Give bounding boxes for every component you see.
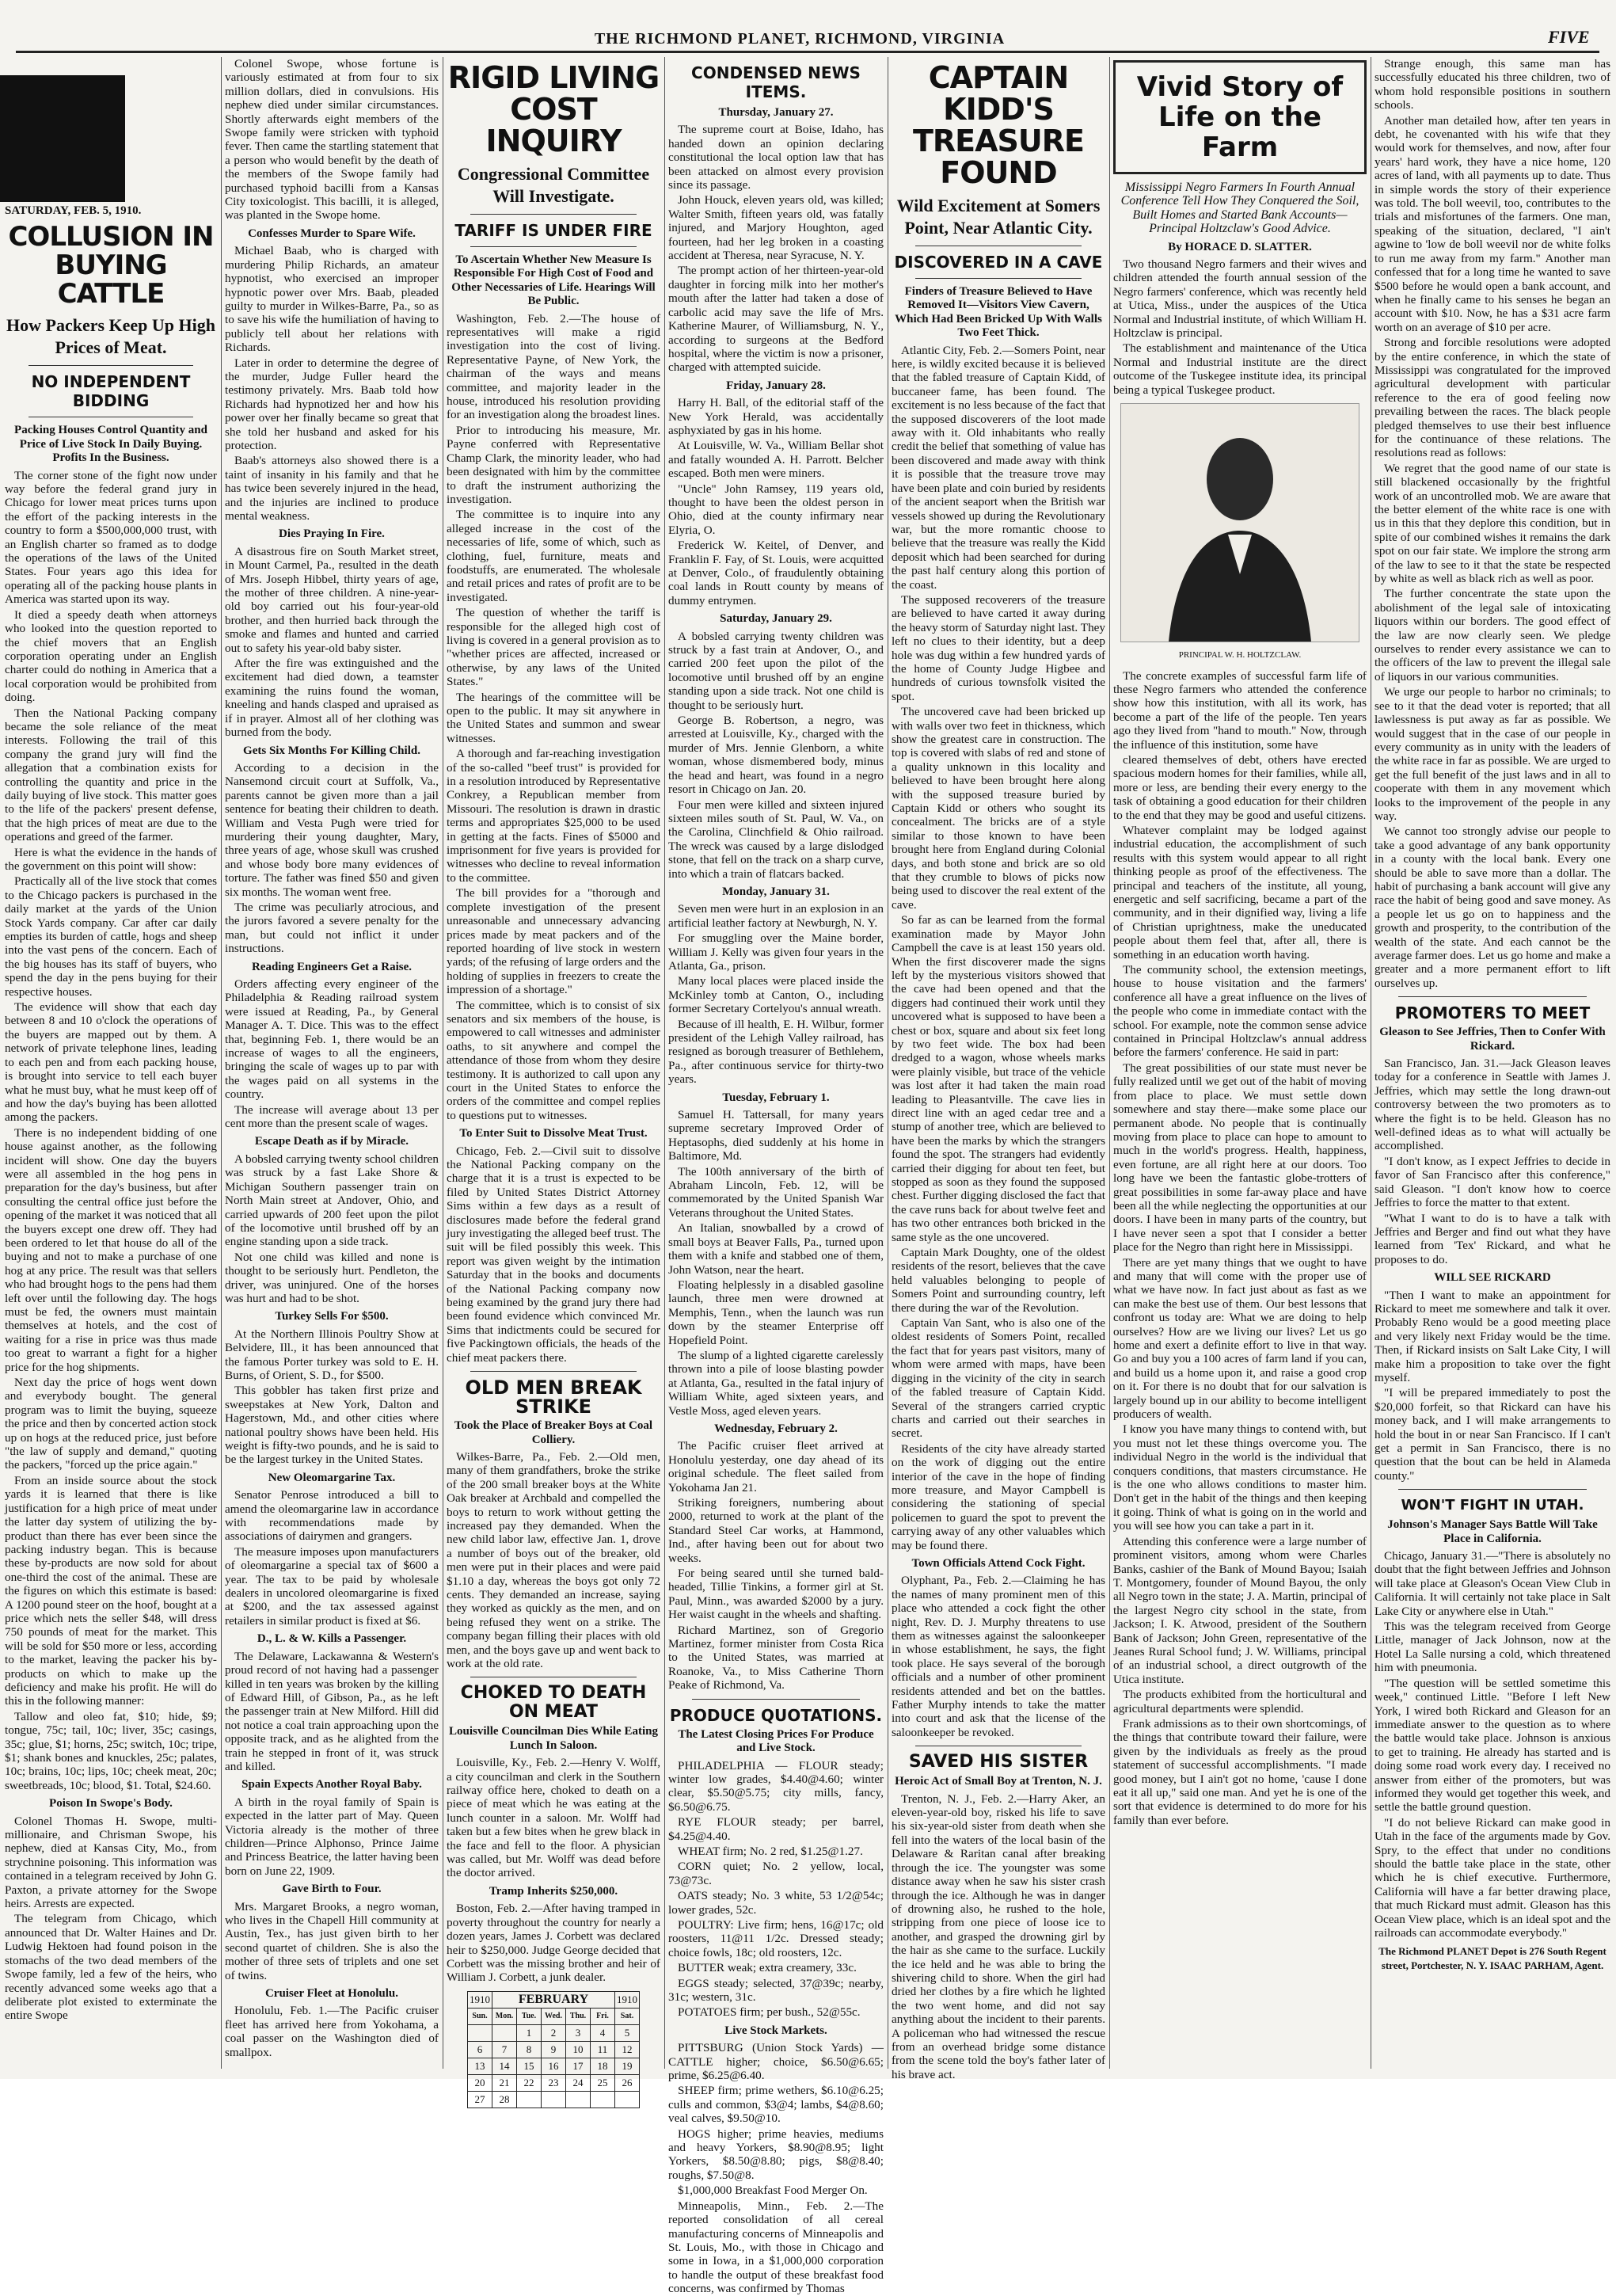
paragraph: Colonel Swope, whose fortune is variously estimated at from four to six million dollars, died in convulsions. His nephew died under similar circumstances. Shortly afterwards eight members of the Swope family were stricken with typhoid fever. Then came the startling statement that a person who would benefit by the death of the members of the Swope family had purchased typhoid bacilli from a Kansas City toxicologist. This bacilli, it is alleged, was planted in the Swope home. [225,57,439,223]
paragraph: Olyphant, Pa., Feb. 2.—Claiming he has the names of many prominent men of this place who attended a cock fight the other night, Rev. D. J. Murphy threatens to use them as witnesses against the saloonkeeper in whose establishment, he says, the fight took place. He says several of the borough officials and a number of other prominent residents attended and bet on the battles. Father Murphy intends to take the matter into court and ask that the license of the saloonkeeper be revoked. [892,1574,1105,1739]
story-vivid-part2 [1113,669,1367,1828]
story-oleo [225,1488,439,1628]
column-3 [447,57,660,2106]
story-tramp [447,1902,660,1984]
column-4 [668,57,884,2296]
subhead-cock-fight: Town Officials Attend Cock Fight. [911,1556,1086,1570]
paragraph: Samuel H. Tattersall, for many years supreme secretary Improved Order of Heptasophs, died suddenly at his home in Baltimore, Md. [668,1108,884,1163]
paragraph: The telegram from Chicago, which announced that Dr. Walter Haines and Dr. Ludwig Hektoen had found poison in the stomachs of the two dead members of the Swope family, led a few of the heirs, who recently advanced some weeks ago that a deliberate plot existed to exterminate the entire Swope [5,1912,217,2023]
paragraph: The 100th anniversary of the birth of Abraham Lincoln, Feb. 12, will be commemorated by the United Spanish War Veterans throughout the United States. [668,1164,884,1220]
calendar-weekdays [468,2008,640,2024]
calendar-day: 15 [517,2058,542,2074]
dateline-feb2: Wednesday, February 2. [714,1422,838,1435]
items-jan28 [668,396,884,607]
paragraph: "What I want to do is to have a talk with Jeffries and Berger and find out what they have learned from 'Tex' Rickard, and what he proposes to do. [1375,1211,1610,1266]
column-1 [5,57,217,2069]
paragraph: A thorough and far-reaching investigation of the so-called "beef trust" is provided for in a resolution introduced by Representative Conkrey, a Republican member from Missouri. The resolution is drawn in drastic terms and appropriates $25,000 to be used in getting at the facts. Fines of $5000 and imprisonment for five years is provided for witnesses who decline to reveal information to the committee. [447,747,660,885]
paragraph: Not one child was killed and none is thought to be seriously hurt. Pendleton, the driver, was uninjured. One of the horses was hurt and had to be shot. [225,1250,439,1305]
paragraph: BUTTER weak; extra creamery, 33c. [678,1961,857,1975]
paragraph: The committee is to inquire into any alleged increase in the cost of the necessaries of life, some of which, such as clothing, fuel, furniture, meats and foodstuffs, are enumerated. The wholesale and retail prices and rates of profit are to be investigated. [447,508,660,604]
calendar-weekday: Fri. [591,2008,615,2024]
column-5 [892,57,1105,2081]
deck-produce: The Latest Closing Prices For Produce and Live Stock. [678,1727,874,1755]
paragraph: There are yet many things that we ought to have and many that will come with the proper use of what we have now. In fact just about as fast as we can make the best use of them. Our best lessons that confront us today are: What we are doing to help ourselves? How are we living our lives? Let us go home and exert a definite effort to live in that way. Go and buy you a 100 acres of farm land if you can, and build us a home upon it, and raise a good crop on it. For there is no doubt that for our salvation is largely bound up in our ability to become intelligent producers of wealth. [1113,1255,1367,1422]
paragraph: The crime was peculiarly atrocious, and the jurors favored a severe penalty for the man, but could not inflict it under instructions. [225,900,439,956]
calendar-weekday: Tue. [517,2008,542,2024]
deck-packers: How Packers Keep Up High Prices of Meat. [6,315,215,358]
paragraph: Michael Baab, who is charged with murdering Philip Richards, an amateur hypnotist, who exercised an improper hypnotic power over Mrs. Baab, pleaded guilty to murder in Wilkes-Barre, Pa., so as to save his wife the humiliation of having to publicly tell about her relations with Richards. [225,244,439,355]
deck-johnson: Johnson's Manager Says Battle Will Take Place in California. [1387,1518,1598,1545]
calendar-day: 6 [468,2041,492,2058]
issue-date: SATURDAY, FEB. 5, 1910. [5,204,142,217]
column-2 [225,57,439,2069]
paragraph: Because of ill health, E. H. Wilbur, former president of the Lehigh Valley railroad, has resigned as borough treasurer of Bethlehem, Pa., after continuous service for thirty-two years. [668,1017,884,1087]
paragraph: We regret that the good name of our state is still blackened occasionally by the frightful work of an uncontrolled mob. We are aware that the better element of the white race is one with us in this that they deplore this condition, but in spite of our combined wishes it remains the dark spot on our fair state. We implore the strong arm of the law to see to it that the state be respected by white as well as black rich as well as poor. [1375,461,1610,586]
calendar-day: 27 [468,2091,492,2108]
subhead-reading: Reading Engineers Get a Raise. [251,960,413,973]
paragraph: $1,000,000 Breakfast Food Merger On. [678,2184,868,2198]
paragraph: There is no independent bidding of one house against another, as the following incident will show. One day the buyers were all assembled in the hog pens in preparation for the day's business, but after consulting the central office just before the opening of the market it was noticed that all the buyers except one drew off. They had been ordered to let that house do all of the buying and not to make a purchase of one hog at any price. The result was that sellers who had brought hogs to the pens had them left over until the following day. The hogs must be fed, the owners must maintain themselves at hotels, and the cost of waiting for a rise in price was thus made too great to warrant a fight for a higher price for the hog shipments. [5,1125,217,1374]
story-rigid [447,312,660,1123]
paragraph: The supposed recoverers of the treasure are believed to have carted it away during the heavy storm of Saturday night last. They left no clues to their identity, but a deep hole was dug within a few hundred yards of the home of County Judge Higbee and hundreds of curious townsfolk visited the spot. [892,592,1105,703]
produce-quotes [668,1759,884,2020]
subhead-tramp: Tramp Inherits $250,000. [489,1884,618,1898]
dateline-feb1: Tuesday, February 1. [722,1091,830,1104]
calendar-month: FEBRUARY [492,1991,615,2008]
calendar-day [615,2091,640,2108]
dateline-jan29: Saturday, January 29. [720,612,832,626]
items-feb2 [668,1439,884,1692]
paragraph: PITTSBURG (Union Stock Yards) — CATTLE higher; choice, $6.50@6.65; prime, $6.25@6.40. [668,2041,884,2083]
paragraph: Washington, Feb. 2.—The house of representatives will make a rigid investigation into the cost of living. Representative Payne, of New York, the chairman of the ways and means committee, and majority leader in the house, introduced his resolution providing for an investigation along the broadest lines. [447,311,660,422]
paragraph: According to a decision in the Nansemond circuit court at Suffolk, Va., parents cannot be given more than a jail sentence for beating their children to death. William and Vesta Pugh were tried for murdering their young daughter, Mary, three years of age, whose skull was crushed and whose body bore many evidences of torture. The father was fined $50 and given six months. The woman went free. [225,760,439,899]
paragraph: This was the telegram received from George Little, manager of Jack Johnson, now at the Hotel La Salle nursing a cold, which threatened him with pneumonia. [1375,1620,1610,1675]
headline-rigid: RIGID LIVING COST INQUIRY [447,60,660,158]
story-turkey [225,1327,439,1467]
calendar-weekday: Thu. [566,2008,591,2024]
paragraph: The further concentrate the state upon the abolishment of the legal sale of intoxicating liquors within our borders. The good effect of the law are now clearly seen. We pledge ourselves to render every assistance we can to the officers of the law to prevent the illegal sale of liquors in our various communities. [1375,587,1610,683]
dateline-jan27: Thursday, January 27. [718,106,834,119]
headline-box [1113,60,1367,174]
paragraph: The supreme court at Boise, Idaho, has handed down an opinion declaring constitutional the local option law that has been attacked on almost every provision since its passage. [668,123,884,192]
paragraph: An Italian, snowballed by a crowd of small boys at Beaver Falls, Pa., turned upon them with a knife and stabbed one of them, John Watson, near the heart. [668,1221,884,1277]
paragraph: The slump of a lighted cigarette carelessly thrown into a pile of loose blasting powder at Atlanta, Ga., resulted in the fatal injury of William White, aged sixteen years, and Vestle Moss, aged eleven years. [668,1348,884,1418]
deck-no-bidding: NO INDEPENDENT BIDDING [31,372,191,411]
paragraph: At the Northern Illinois Poultry Show at Belvidere, Ill., it has been announced that the famous Porter turkey was sold to E. H. Burns, of Orient, S. D., for $500. [225,1327,439,1382]
calendar-weekday: Sun. [468,2008,492,2024]
paragraph: For smuggling over the Maine border, William J. Kelly was given four years in the Atlanta, Ga., prison. [668,931,884,973]
paragraph: Floating helplessly in a disabled gasoline launch, three men were drowned at Memphis, Tenn., when the launch was run down by the steamer Enterprise off Hopefield Point. [668,1277,884,1347]
paragraph: The prompt action of her thirteen-year-old daughter in forcing milk into her mother's mouth after the latter had taken a dose of carbolic acid may save the life of Mrs. Katherine Maurer, of Williamsburg, N. Y., according to surgeons at the Bedford hospital, where the victim is now a prisoner, charged with attempted suicide. [668,264,884,375]
paragraph: "I don't know, as I expect Jeffries to decide in favor of San Francisco after this conference," said Gleason. "I don't know how to coerce Jeffries to force the matter to that extent. [1375,1154,1610,1210]
deck-louisville: Louisville Councilman Dies While Eating Lunch In Saloon. [449,1725,658,1752]
calendar-day: 5 [615,2024,640,2041]
paragraph: Next day the price of hogs went down and everybody bought. The general program was to limit the buying, squeeze the price and then by concerted action stock up on hogs at the reduced price, just before "the law of supply and demand," quoting the packers, "forced up the price again." [5,1376,217,1472]
paragraph: Then the National Packing company became the sole reliance of the meat interests. Following the trail of this company the grand jury will find the allegation that a combination exists for controlling the quantity and price in the daily buying of live stock. This matter goes to the life of the packers' present defense, that the high prices of meat are due to the operations and greed of the farmer. [5,706,217,844]
paragraph: POTATOES firm; per bush., 52@55c. [678,2005,861,2020]
paragraph: The concrete examples of successful farm life of these Negro farmers who attended the conference show how this institution, with all its work, has become a part of the life of the people. Ten years ago they lived from "hand to mouth." Now, through the influence of this institution, some have [1113,668,1367,752]
calendar-day [591,2091,615,2108]
calendar-day: 12 [615,2041,640,2058]
headline-utah: WON'T FIGHT IN UTAH. [1401,1497,1584,1514]
subhead-confesses: Confesses Murder to Spare Wife. [248,227,416,240]
paragraph: The hearings of the committee will be open to the public. It may sit anywhere in the United States and summon and swear witnesses. [447,690,660,745]
calendar-day: 2 [542,2024,566,2041]
items-jan27 [668,123,884,374]
story-spain [225,1795,439,1878]
paragraph: The Pacific cruiser fleet arrived at Honolulu yesterday, one day ahead of its original schedule. The fleet sailed from Yokohama Jan 21. [668,1439,884,1494]
calendar-day: 7 [492,2041,517,2058]
paragraph: Baab's attorneys also showed there is a taint of insanity in his family and that he has twice been severely injured in the head, and the injuries are inclined to produce mental weakness. [225,454,439,523]
calendar-day: 20 [468,2074,492,2091]
paragraph: Senator Penrose introduced a bill to amend the oleomargarine law in accordance with recommendations made by associations of dairymen and grangers. [225,1488,439,1544]
subhead-four: Gave Birth to Four. [282,1883,382,1896]
deck-finders: Finders of Treasure Believed to Have Removed It—Visitors View Cavern, Which Had Been Bricked Up With Walls Two Feet Thick. [895,285,1102,340]
headline-old-men: OLD MEN BREAK STRIKE [465,1376,642,1418]
paragraph: From an inside source about the stock yards it is learned that there is like justification for a high price of meat under the latter day system of utilizing the by-product than there has ever been since the packing industry began. This is because these by-products are now sold for about one-third the cost of the animal. These are the figures on which this estimate is based: A 1200 pound steer on the hoof, bought at a price which nets the seller $48, will dress 750 pounds of meat for the market. This will be sold for $50 more or less, according to the market, leaving the packer his by-products on which to make up the deficiency and make his profit. He will do this in the following manner: [5,1473,217,1708]
paragraph: I know you have many things to contend with, but you must not let these things overcome you. The individual Negro in the world is the individual that conquers conditions, that masters circumstance. He is the one who allows conditions to master him. Don't get in the habit of the things and then keeping it going. Think of what is going on in the world and you will see how you can take a part in it. [1113,1422,1367,1533]
calendar-day: 26 [615,2074,640,2091]
paragraph: cleared themselves of debt, others have erected spacious modern homes for their families, while all, more or less, are bending their every energy to the task of obtaining a good education for their children to the end that they may be good and useful citizens. [1113,752,1367,822]
paragraph: A birth in the royal family of Spain is expected in the latter part of May. Queen Victoria already is the mother of three children—Prince Alphonso, Prince Jaime and Princess Beatrice, the latter having been born on June 22, 1909. [225,1795,439,1878]
headline-choked: CHOKED TO DEATH ON MEAT [460,1683,647,1723]
paragraph: RYE FLOUR steady; per barrel, $4.25@4.40. [668,1815,884,1843]
paragraph: PHILADELPHIA — FLOUR steady; winter low grades, $4.40@4.60; winter clear, $5.50@5.75; city mills, fancy, $6.50@6.75. [668,1758,884,1814]
paragraph: The bill provides for a "thorough and complete investigation of the present unreasonable and unnecessary advancing prices made by meat packers and of the reported hoarding of live stock in western yards; of the refusing of large orders and the holding of supplies in freezers to create the impression of a shortage." [447,886,660,997]
paragraph: WHEAT firm; No. 2 red, $1.25@1.27. [678,1844,863,1858]
paragraph: It died a speedy death when attorneys who looked into the question reported to the chief movers that an English corporation operating under an English charter could do nothing in America that a local corporation would be prohibited from doing. [5,607,217,705]
calendar-day: 18 [591,2058,615,2074]
paragraph: Frederick W. Keitel, of Denver, and Franklin F. Fay, of St. Louis, were acquitted at Denver, Colo., of fraudulently obtaining coal lands in Routt county by means of dummy entrymen. [668,539,884,607]
deck-packing-houses: Packing Houses Control Quantity and Price of Live Stock In Daily Buying. Profits In the Business. [14,424,207,465]
paragraph: "I will be prepared immediately to post the $20,000 forfeit, so that Rickard can have his money back, and I will make arrangements to hold the bout in or near San Francisco. If I can't get a permit in San Francisco, there is no question that the bout can be held in Alameda county." [1375,1386,1610,1483]
paragraph: Prior to introducing his measure, Mr. Payne conferred with Representative Champ Clark, the minority leader, who had been designated with him by the committee to draft the instrument authorizing the investigation. [447,423,660,506]
paragraph: Tallow and oleo fat, $10; hide, $9; tongue, 75c; tail, 10c; liver, 35c; casings, 35c; glue, $1; horns, 25c; switch, 10c; tripe, $1; shank bones and knuckles, 25c; palates, 10c; brains, 10c; lips, 10c; cheek meat, 20c; sweetbreads, 10c; blood, $1. Total, $24.60. [5,1709,217,1792]
paragraph: We urge our people to harbor no criminals; to see to it that the dead voter is reported; that all lawlessness is put away as far as possible. We would suggest that in the case of our people in every community as in unity with the leaders of the white race in far as possible. We are urged to get the full benefit of the just laws and in all to cooperate with them in any movement which looks to the improvement of the people in any way. [1375,685,1610,823]
blackened-corner [0,75,125,202]
items-jan31 [668,902,884,1086]
paragraph: George B. Robertson, a negro, was arrested at Louisville, Ky., charged with the murder of Mrs. Jennie Glenborn, a white woman, whose dismembered body, minus the head and heart, was found in a negro resort in Chicago on Jan. 20. [668,714,884,797]
masthead-rule [16,51,1599,53]
paragraph: Minneapolis, Minn., Feb. 2.—The reported consolidation of all cereal manufacturing concerns of Minneapolis and St. Louis, Mo., with those in Chicago and some in Iowa, in a $1,000,000 corporation to handle the output of these breakfast food concerns, was confirmed by Thomas [668,2199,884,2296]
dateline-jan31: Monday, January 31. [722,885,830,898]
story-six-months [225,761,439,956]
deck-trenton: Heroic Act of Small Boy at Trenton, N. J. [895,1775,1102,1788]
calendar-day: 8 [517,2041,542,2058]
calendar-day: 21 [492,2074,517,2091]
masthead: THE RICHMOND PLANET, RICHMOND, VIRGINIA [594,30,1006,48]
paragraph: Richard Martinez, son of Gregorio Martinez, former minister from Costa Rica to the United States, was married at Roanoke, Va., to Miss Catherine Thorn Peake of Richmond, Va. [668,1623,884,1692]
subhead-rickard: WILL SEE RICKARD [1434,1271,1551,1285]
depot-notice: The Richmond PLANET Depot is 276 South Regent street, Portchester, N. Y. ISAAC PARHAM, Agent. [1378,1945,1606,1971]
paragraph: A bobsled carrying twenty school children was struck by a fast Lake Shore & Michigan Southern passenger train on North Main street at Andover, Ohio, and carried upwards of 200 feet upon the pilot of the locomotive until brushed off by an engine standing upon a side track. [225,1152,439,1249]
calendar-day: 19 [615,2058,640,2074]
calendar-week [468,2074,640,2091]
calendar-day: 24 [566,2074,591,2091]
calendar-week [468,2041,640,2058]
story-choked [447,1756,660,1880]
paragraph: Louisville, Ky., Feb. 2.—Henry V. Wolff, a city councilman and clerk in the Southern railway office here, choked to death on a piece of meat which he was eating at the lunch counter in a saloon. Mr. Wolff had taken but a few bites when he grew black in the face and fell to the floor. A physician was called, but Mr. Wolff was dead before the doctor arrived. [447,1756,660,1880]
story-reading [225,977,439,1130]
paragraph: The committee, which is to consist of six senators and six members of the house, is empowered to call witnesses and administer oaths, to sit anywhere and compel the attendance of those from whom they desire testimony. It is authorized to call upon any court in the United States to enforce the orders of the committee and compel replies to questions put to witnesses. [447,998,660,1122]
paragraph: POULTRY: Live firm; hens, 16@17c; old roosters, 11@11 1/2c. Dressed steady; choice fowls, 18c; old roosters, 12c. [668,1917,884,1959]
paragraph: EGGS steady; selected, 37@39c; nearby, 31c; western, 31c. [668,1976,884,2004]
subhead-cruiser: Cruiser Fleet at Honolulu. [264,1987,399,2001]
story-breakfast-food [668,2184,884,2295]
calendar-day: 9 [542,2041,566,2058]
story-dies-praying [225,545,439,740]
headline-vivid-story: Vivid Story of Life on the Farm [1136,71,1344,163]
paragraph: The increase will average about 13 per cent more than the present scale of wages. [225,1102,439,1131]
calendar-day: 17 [566,2058,591,2074]
subhead-livestock: Live Stock Markets. [724,2024,827,2037]
subhead-escape: Escape Death as if by Miracle. [254,1135,409,1148]
story-collusion [5,469,217,1793]
paragraph: Practically all of the live stock that comes to the Chicago packers is purchased in the daily market at the yards of the Union Stock Yards company. Car after car daily empties its burden of cattle, hogs and sheep into the vast pens of the concern. Each of the big houses has its staff of buyers, who spend the day in the pens buying for their respective houses. [5,874,217,999]
paragraph: A bobsled carrying twenty children was struck by a fast train at Andover, O., and carried 200 feet upon the pilot of the locomotive until brushed off by an engine standing upon a side track. Not one child is thought to be seriously hurt. [668,629,884,712]
story-cruiser [225,2004,439,2059]
paragraph: "I do not believe Rickard can make good in Utah in the face of the arguments made by Gov. Spry, to the effect that under no conditions should the battle take place in the state, other which he is chief executive. Furthermore, California will have a far better drawing place, that much Rickard must admit. Gleason has this Ocean View place, which is an ideal spot and the railroads can accommodate everybody." [1375,1815,1610,1940]
calendar-week [468,2091,640,2108]
paragraph: For being seared until she turned bald-headed, Tillie Tinkins, a former girl at St. Paul, Minn., was awarded $2000 by a jury. Her waist caught in the wheels and shafting. [668,1567,884,1622]
subhead-dies-praying: Dies Praying In Fire. [279,527,385,541]
calendar-day: 23 [542,2074,566,2091]
column-7 [1375,57,1610,2069]
paragraph: Boston, Feb. 2.—After having tramped in poverty throughout the country for nearly a dozen years, James J. Corbett was declared heir to $250,000. Judge George decided that Corbett was the missing brother and heir of William J. Corbett, a junk dealer. [447,1902,660,1985]
paragraph: "Uncle" John Ramsey, 119 years old, thought to have been the oldest person in Ohio, died at the county infirmary near Elyria, O. [668,482,884,537]
paragraph: OATS steady; No. 3 white, 53 1/2@54c; lower grades, 52c. [668,1889,884,1917]
calendar-day: 13 [468,2058,492,2074]
paragraph: Striking foreigners, numbering about 2000, returned to work at the plant of the Standard Steel Car works, at Hammond, Ind., after having been out for about two weeks. [668,1496,884,1565]
items-jan29 [668,630,884,881]
paragraph: The evidence will show that each day between 8 and 10 o'clock the operations of the buyers are mapped out by them. A network of private telephone lines, leading to each pen and from each packing house, is brought into service to tell each buyer what he must buy, what he must keep off of and how the day's buying has been allotted among the packers. [5,1000,217,1125]
deck-committee: Congressional Committee Will Investigate. [457,164,650,206]
paragraph: The community school, the extension meetings, house to house visitation and the farmers' conference all have a great influence on the lives of the people who come in immediate contact with the school. For example, note the common sense advice contained in Principal Holtzclaw's annual address before the farmers' conference. He said in part: [1113,963,1367,1060]
livestock-quotes [668,2041,884,2182]
paragraph: Whatever complaint may be lodged against industrial education, the accomplishment of such results with this system would appear to all right thinking people as proof of the effectiveness. The principal and teachers of the institute, all young, energetic and self sacrificing, became a part of the community, and in their dignified way, living a life of Christian uprightness, make the uneducated people about them feel that, after all, there is something in an education worth having. [1113,823,1367,961]
portrait-holtzclaw [1120,403,1359,642]
paragraph: Colonel Thomas H. Swope, multi-millionaire, and Chrisman Swope, his nephew, died at Kansas City, Mo., from strychnine poisoning. This information was contained in a telegram received by John G. Paxton, a private attorney for the Swope heirs. Arrests are expected. [5,1814,217,1911]
paragraph: So far as can be learned from the formal examination made by Mayor John Campbell the cave is at least 150 years old. When the first discoverer made the signs left by the mysterious visitors showed that the cave had been opened and that the diggers had continued their work until they uncovered what is supposed to have been a chest or box, square and about six feet long by two feet wide. The box had been dredged to a wagon, whose wheels marks were plainly visible, but trace of the vehicle was lost after it had taken the main road leading to Pleasantville. The cave lies in direct line with an aged cedar tree and a stump of another tree, which are believed to have been the marks by which the strangers found the spot. The strangers had evidently carried their digging for about ten feet, but stopped as soon as they found the supposed chest. Further digging disclosed the fact that the cave runs back for about twelve feet and has two other entrances both bricked in the same style as the one uncovered. [892,913,1105,1244]
calendar-day: 22 [517,2074,542,2091]
paragraph: We cannot too strongly advise our people to take a good advantage of any bank opportunity in a county with the local bank. Every one should be able to save more than a dollar. The habit of purchasing a bank account will give any race the habit of being good and save money. As a people let us go on to happiness and the growth and prosperity, to the contribution of the wealth of the state. And each cannot be the average farmer does. Let us go home and make a greater and a more permanent effort to lift ourselves up. [1375,824,1610,990]
calendar-weekday: Sat. [615,2008,640,2024]
paragraph: The uncovered cave had been bricked up with walls over two feet in thickness, which show the greatest care in construction. The top is covered with slabs of red and stone of a quality unknown in this locality and believed to have been brought here along with the supposed treasure buried by Captain Kidd or others who sought its concealment. The bricks are of a style similar to those known to have been brought here from England during Colonial days, and both stone and brick are so old that they crumble to blows of picks now being used to discover the real extent of the cave. [892,705,1105,912]
story-meat-trust [447,1144,660,1365]
portrait-caption: PRINCIPAL W. H. HOLTZCLAW. [1178,650,1302,661]
paragraph: Four men were killed and sixteen injured sixteen miles south of St. Paul, W. Va., on the Carolina, Clinchfield & Ohio railroad. The wreck was caused by a large dislodged stone, that fell on the track on a sharp curve, into which a train of flatcars backed. [668,798,884,881]
headline-captain-kidd: CAPTAIN KIDD'S TREASURE FOUND [913,60,1084,190]
paragraph: HOGS higher; prime heavies, mediums and heavy Yorkers, $8.90@8.95; light Yorkers, $8.50@8.80; pigs, $8@8.40; roughs, $7.50@8. [668,2127,884,2182]
story-rickard [1375,1289,1610,1483]
headline-promoters: PROMOTERS TO MEET [1394,1003,1591,1023]
calendar-day [542,2091,566,2108]
paragraph: At Louisville, W. Va., William Bellar shot and fatally wounded A. H. Parrott. Belcher escaped. Both men were miners. [668,439,884,481]
dateline-jan28: Friday, January 28. [726,379,826,392]
paragraph: Mrs. Margaret Brooks, a negro woman, who lives in the Chapell Hill community at Austin, Tex., has just given birth to her second quartet of children. She is also the mother of three sets of triplets and one set of twins. [225,1899,439,1982]
story-vivid-cont [1375,57,1610,990]
subhead-dlw: D., L. & W. Kills a Passenger. [257,1632,407,1646]
calendar-day [468,2024,492,2041]
paragraph: Harry H. Ball, of the editorial staff of the New York Herald, was accidentally asphyxiated by gas in his home. [668,396,884,437]
paragraph: Here is what the evidence in the hands of the government on this point will show: [5,845,217,873]
calendar-weeks [468,2024,640,2108]
calendar-day: 1 [517,2024,542,2041]
items-feb1 [668,1108,884,1418]
paragraph: Two thousand Negro farmers and their wives and children attended the fourth annual session of the Negro farmers' conference, which was recently held at Utica, Miss., under the auspices of the Utica Normal and Industrial institute, of which William H. Holtzclaw is principal. [1113,257,1367,341]
deck-cave: DISCOVERED IN A CAVE [894,253,1103,272]
paragraph: The corner stone of the fight now under way before the federal grand jury in Chicago for lower meat prices turns upon the effort of the packing interests in the country to form a $500,000,000 trust, with an English charter so framed as to dodge the operations of the laws of the United States. Four years ago this idea for operating all of the packing house plants in America was started upon its way. [5,468,217,607]
story-cock-fight [892,1574,1105,1739]
paragraph: CORN quiet; No. 2 yellow, local, 73@73c. [668,1860,884,1887]
calendar-week [468,2024,640,2041]
page-number: FIVE [1548,27,1590,47]
deck-ascertain: To Ascertain Whether New Measure Is Responsible For High Cost of Food and Other Necessaries of Life. Hearings Will Be Public. [451,253,656,308]
paragraph: The products exhibited from the horticultural and agricultural departments were splendid. [1113,1688,1367,1715]
paragraph: Attending this conference were a large number of prominent visitors, among whom were Charles Banks, cashier of the Bank of Mound Bayou; Isaiah T. Montgomery, founder of Mound Bayou, the only all Negro town in the state; J. A. Martin, principal of the largest Negro city school in the state, from Jackson; I. K. Atwood, president of the Southern Bank of Jackson; John Green, representative of the Jeanes Rural School fund; J. W. Williams, principal of an industrial school, a direct outgrowth of the Utica institute. [1113,1534,1367,1686]
paragraph: "Then I want to make an appointment for Rickard to meet me somewhere and talk it over. Probably Reno would be a good meeting place and very likely next Friday would be the time. Then, if Rickard insists on Salt Lake City, I will make him a proposition to take over the fight myself. [1375,1288,1610,1384]
story-captain-kidd [892,344,1105,1552]
paragraph: Captain Van Sant, who is also one of the oldest residents of Somers Point, recalled the fact that for years past visitors, many of whom were armed with maps, have been digging in the vicinity of the city in search of the fabled treasure of Captain Kidd. Several of the strangers carried cryptic charts and carried out their searches in secret. [892,1316,1105,1441]
story-saved-sister [892,1792,1105,2082]
headline-condensed: CONDENSED NEWS ITEMS. [691,63,861,101]
subhead-six-months: Gets Six Months For Killing Child. [243,744,420,757]
calendar-day: 16 [542,2058,566,2074]
subhead-oleo: New Oleomargarine Tax. [268,1471,396,1484]
paragraph: Seven men were hurt in an explosion in an artificial leather factory at Newburgh, N. Y. [668,902,884,930]
paragraph: Chicago, Feb. 2.—Civil suit to dissolve the National Packing company on the charge that it is a trust is expected to be filed by United States District Attorney Sims within a few days as a result of disclosures made before the federal grand jury investigating the alleged beef trust. The suit will be filed possibly this week. This report was given weight by the intimation Saturday that in the books and documents of the National Packing company now being examined by the grand jury there had been found evidence which convinced Mr. Sims that indictments could be secured for five Packingtown officials, the heads of the chief meat packers there. [447,1144,660,1365]
deck-mississippi: Mississippi Negro Farmers In Fourth Annual Conference Tell How They Conquered the Soil, Built Homes and Started Bank Accounts—Principal Holtzclaw's Good Advice. [1120,181,1359,236]
calendar-february-1910 [467,1991,640,2108]
calendar-weekday: Wed. [542,2008,566,2024]
deck-tariff: TARIFF IS UNDER FIRE [454,221,652,240]
story-vivid-part1 [1113,257,1367,397]
paragraph: Strong and forcible resolutions were adopted by the entire conference, in which the state of Mississippi was congratulated for the improved agricultural development with particular reference to the era of good feeling now prevailing between the races. The black people pledged themselves to use their best influence for the continuance of these relations. The resolutions read as follows: [1375,336,1610,460]
paragraph: Atlantic City, Feb. 2.—Somers Point, near here, is wildly excited because it is believed that the fabled treasure of Captain Kidd, of buccaneer fame, has been found. The excitement is no less because of the fact that the supposed discoverers of the loot made away with it. Old inhabitants who really credit the belief that something of value has been discovered and made away with think it is possible that the treasure trove may have been plate and coin buried by residents of the ancient seaport when the British war vessels showed up during the Revolutionary war, but the more romantic choose to believe that the treasure was really the Kidd deposit which had been searched for during the past half century along this portion of the coast. [892,343,1105,592]
paragraph: After the fire was extinguished and the excitement had died down, a teamster examining the ruins found the woman, kneeling and hands clasped and upraised as if in prayer. Almost all of her clothing was burned from the body. [225,657,439,740]
calendar-day: 11 [591,2041,615,2058]
paragraph: The question of whether the tariff is responsible for the alleged high cost of living is covered in a general provision as to "whether prices are affected, increased or otherwise, by any laws of the United States." [447,606,660,689]
paragraph: San Francisco, Jan. 31.—Jack Gleason leaves today for a conference in Seattle with James J. Jeffries, which may settle the long drawn-out controversy between the two promoters as to where the fight is to be held. Gleason has no well-defined ideas as to what will actually be accomplished. [1375,1057,1610,1153]
deck-gleason: Gleason to See Jeffries, Then to Confer With Rickard. [1379,1026,1606,1053]
paragraph: SHEEP firm; prime wethers, $6.10@6.25; culls and common, $3@4; lambs, $4@8.60; veal calves, $9.50@10. [668,2084,884,2126]
paragraph: Honolulu, Feb. 1.—The Pacific cruiser fleet has arrived here from Yokohama, a coal passer on the Washington died of smallpox. [225,2004,439,2059]
paragraph: Wilkes-Barre, Pa., Feb. 2.—Old men, many of them grandfathers, broke the strike of the 200 small breaker boys at the White Oak breaker at Archbald and compelled the boys to return to work without getting the increased pay they demanded. When the new child labor law, effective Jan. 1, drove a number of boys out of the breaker, old men were put in their places and were paid $1.10 a day, whereas the boys got only 72 cents. They demanded an increase, saying they worked as quickly as the men, and on being refused they went on a strike. The company began filling their places with old men, and the boys gave up and went back to work at the old rate. [447,1449,660,1670]
paragraph: Another man detailed how, after ten years in debt, he covenanted with his wife that they would work for themselves, and now, after four years' hard work, they have a nice home, 120 acres of land, with all payments up to date. Thus in simple words the story of their experience was told. The boll weevil, too, contributes to the trials and misfortunes of the farmers. One man, speaking of the situation, declared, "I ain't agwine to 'low de boll weevil nor de white folks to run me away from my farm." Another man confessed that for a long time he wanted to save $500 before he would open a bank account, and when he finally came to his senses he began an account with $10. Now, he has a $31 acre farm worth on an average of $10 per acre. [1375,113,1610,334]
paragraph: Frank admissions as to their own shortcomings, of the things that contribute toward their failure, were given by the individuals as freely as the proud statement of successful accomplishments. "I made good money, but I ain't got no home, 'cause I done eat it all up," said one man. And yet he is one of the sort that evidence is determined to do more for his family than ever before. [1113,1716,1367,1827]
deck-breaker-boys: Took the Place of Breaker Boys at Coal Colliery. [454,1419,653,1446]
headline-produce: PRODUCE QUOTATIONS. [669,1705,883,1725]
paragraph: Orders affecting every engineer of the Philadelphia & Reading railroad system were issued at Reading, Pa., by General Manager A. T. Dice. This was to the effect that, beginning Feb. 1, there would be an increase of wages to all the engineers, bringing the scale of wages up to par with the wages paid on all systems in the country. [225,977,439,1102]
story-four [225,1900,439,1982]
paragraph: John Houck, eleven years old, was killed; Walter Smith, fifteen years old, was fatally injured, and Marjory Houghton, aged fourteen, had her leg broken in a coasting accident at Theresa, near Syracuse, N. Y. [668,193,884,263]
paragraph: Strange enough, this same man has successfully educated his three children, two of whom hold responsible positions in southern schools. [1375,57,1610,112]
paragraph: A disastrous fire on South Market street, in Mount Carmel, Pa., resulted in the death of Mrs. Joseph Hibbel, thirty years of age, the mother of three children. A nine-year-old boy carried out his four-year-old brother, and then hurried back through the smoke and flames and hunted and carried out to safety his year-old baby sister. [225,544,439,655]
paragraph: Later in order to determine the degree of the murder, Judge Fuller heard the testimony privately. Mrs. Baab told how Richards had hypnotized her and how his power over her finally became so great that she told her husband and asked for his protection. [225,356,439,452]
paragraph: The Delaware, Lackawanna & Western's proud record of not having had a passenger killed in ten years was broken by the killing of Edward Hill, of Gibson, Pa., as he left the passenger train at New Milford. Hill did not notice a coal train approaching upon the opposite track, and as he alighted from the train he stepped in front of it, was struck and killed. [225,1649,439,1773]
story-confesses [225,244,439,523]
calendar-day [492,2024,517,2041]
paragraph: Chicago, January 31.—"There is absolutely no doubt that the fight between Jeffries and Johnson will take place at Gleason's Ocean View Club in California. It will certainly not take place in Salt Lake City or anywhere else in Utah." [1375,1549,1610,1618]
headline-saved-sister: SAVED HIS SISTER [908,1752,1089,1772]
calendar-day [517,2091,542,2108]
portrait-figure-icon [1121,404,1359,642]
calendar-day: 10 [566,2041,591,2058]
calendar-day: 25 [591,2074,615,2091]
column-6 [1113,57,1367,2069]
calendar-day: 4 [591,2024,615,2041]
calendar-weekday: Mon. [492,2008,517,2024]
calendar-year-right: 1910 [615,1991,640,2008]
calendar-day [566,2091,591,2108]
byline: By HORACE D. SLATTER. [1168,240,1312,253]
calendar-day: 3 [566,2024,591,2041]
calendar-day: 28 [492,2091,517,2108]
paragraph: This gobbler has taken first prize and sweepstakes at New York, Dalton and Hagerstown, Md., and other cities where national poultry shows have been held. His weight is fifty-two pounds, and he is said to be the largest turkey in the United States. [225,1384,439,1467]
calendar-year-left: 1910 [468,1991,492,2008]
subhead-meat-trust: To Enter Suit to Dissolve Meat Trust. [459,1127,648,1140]
story-swope-cont [225,57,439,223]
paragraph: The measure imposes upon manufacturers of oleomargarine a special tax of $600 a year. The tax to be paid by wholesale dealers in uncolored oleomargarine is fixed at $200, and the tax assessed against retailers in similar product is fixed at $6. [225,1544,439,1628]
paragraph: Captain Mark Doughty, one of the oldest residents of the resort, believes that the cave held valuables belonging to people of Somers Point and surrounding country, left there during the war of the Revolution. [892,1246,1105,1315]
story-swope [5,1814,217,2023]
story-promoters [1375,1057,1610,1266]
calendar-week [468,2058,640,2074]
paragraph: The establishment and maintenance of the Utica Normal and Industrial institute are the direct outcome of the Tuskegee institute idea, its principal being a typical Tuskegee product. [1113,341,1367,397]
subhead-swope: Poison In Swope's Body. [49,1797,173,1811]
story-utah [1375,1549,1610,1940]
subhead-spain: Spain Expects Another Royal Baby. [241,1778,422,1791]
paragraph: The great possibilities of our state must never be fully realized until we get out of the habit of moving from place to place. We must settle down somewhere and stay there—make some place our permanent abode. No people that is continually moving from place to place can hope to amount to much in the world's progress. Health, happiness, even fortune, are all right here at our doors. Too long have we been the fantastic globe-trotters of great possibilities in some far-away place and have been all the while neglecting the opportunities at our doors. I have been in many parts of the country, but I have never seen a spot that I consider a better place for the Negro than right here in Mississippi. [1113,1060,1367,1255]
paragraph: Trenton, N. J., Feb. 2.—Harry Aker, an eleven-year-old boy, risked his life to save his six-year-old sister from death when she fell into the waters of the local basin of the Delaware & Raritan canal after breaking through the ice. The youngster was some distance away when he saw his sister crash through the ice. Although he was in danger of drowning also, he rushed to the hole, stripping from one piece of loose ice to another, and grasped the drowning girl by the hair as she came to the surface. Luckily the ice held and he was able to bring the shivering child to shore. When the girl had dried her clothes by a fire which he lighted the two went home, and did not say anything about the incident to their parents. A policeman who had witnessed the rescue from an overhead bridge some distance from the scene told the boy's father later of his brave act. [892,1791,1105,2081]
paragraph: Many local places were placed inside the McKinley tomb at Canton, O., including former Secretary Cortelyou's annual wreath. [668,974,884,1016]
deck-somers-point: Wild Excitement at Somers Point, Near Atlantic City. [896,196,1101,238]
story-dlw [225,1650,439,1774]
paragraph: Residents of the city have already started on the work of digging out the entire interior of the cave in the hope of finding more treasure, and Mayor Campbell is considering the stationing of special policemen to guard the spot to prevent the carrying away of any other valuables which may be found there. [892,1441,1105,1552]
calendar-day: 14 [492,2058,517,2074]
story-escape [225,1152,439,1305]
story-old-men [447,1450,660,1671]
subhead-turkey: Turkey Sells For $500. [275,1310,389,1323]
paragraph: "The question will be settled sometime this week," continued Little. "Before I left New York, I wired both Rickard and Gleason for an immediate answer to the question as to where the battle would take place. Johnson is anxious to get to training. He already has started and is doing some road work every day. I received no answer from either of the promoters, but was informed they would get together this week, and settle the battle ground question. [1375,1676,1610,1814]
headline-collusion: COLLUSION IN BUYING CATTLE [8,221,214,310]
